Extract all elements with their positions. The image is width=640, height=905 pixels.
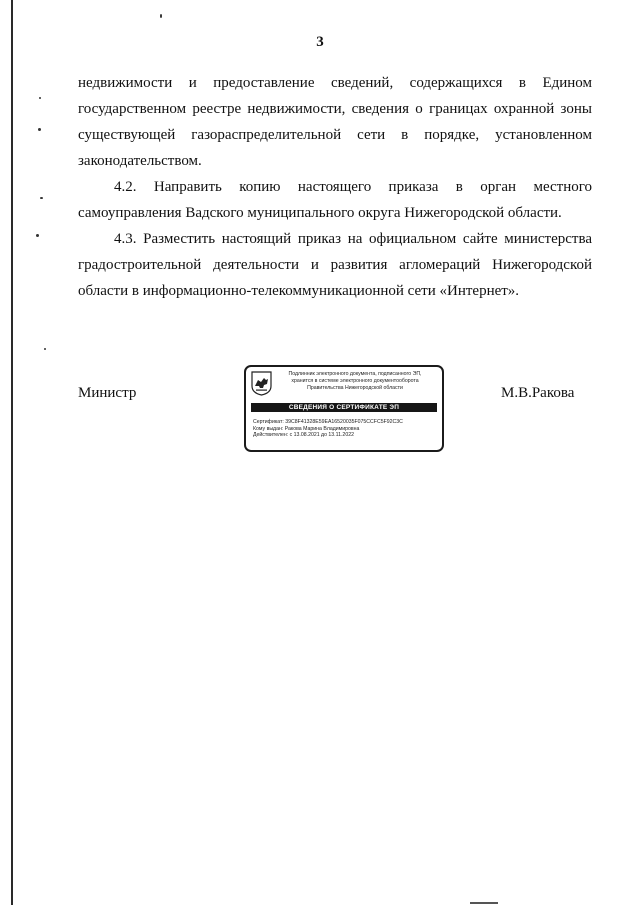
body-text	[78, 70, 592, 304]
scan-speck	[160, 14, 162, 18]
scan-speck	[40, 197, 43, 199]
scan-mark	[470, 902, 498, 904]
paragraph-4-1-line: недвижимости и предоставление сведений, содержащихся в Едином	[78, 75, 592, 91]
electronic-signature-stamp	[244, 365, 444, 452]
stamp-header-line: хранится в системе электронного документооборота	[291, 378, 419, 384]
stamp-header-line: Подлинник электронного документа, подписанного ЭП,	[288, 371, 422, 377]
signatory-name: М.В.Ракова	[501, 385, 575, 401]
coat-of-arms-icon	[251, 371, 272, 396]
scan-speck	[39, 97, 41, 99]
scan-speck	[38, 128, 41, 131]
stamp-header-line: Правительства Нижегородской области	[307, 385, 403, 391]
paragraph-4-3: 4.3. Разместить настоящий приказ на официальном сайте министерства градостроительной деятельности и развития агломераций Нижегородской области в информационно-телекоммуникационной сети «Интернет».	[78, 231, 592, 299]
stamp-header	[274, 371, 436, 392]
paragraph-4-1-line: существующей газораспределительной сети в порядке, установленном	[78, 127, 592, 143]
scan-edge-line	[11, 0, 13, 905]
paragraph-4-2: 4.2. Направить копию настоящего приказа в орган местного самоуправления Вадского муниципального округа Нижегородской области.	[78, 179, 592, 221]
certificate-number: Сертификат: 39C8F41328E59EA16520035F075CCFC5F92C3C	[253, 419, 403, 425]
scan-speck	[36, 234, 39, 237]
scan-speck	[44, 348, 46, 350]
stamp-details	[253, 419, 439, 439]
paragraph-4-1-line: законодательством.	[78, 153, 202, 169]
paragraph-4-1-line: государственном реестре недвижимости, сведения о границах охранной зоны	[78, 101, 592, 117]
certificate-validity: Действителен: с 13.08.2021 до 13.11.2022	[253, 432, 354, 439]
stamp-title-bar: СВЕДЕНИЯ О СЕРТИФИКАТЕ ЭП	[251, 403, 437, 412]
page-number: 3	[316, 34, 324, 50]
certificate-owner: Кому выдан: Ракова Марина Владимировна	[253, 425, 360, 432]
signatory-position: Министр	[78, 385, 137, 401]
